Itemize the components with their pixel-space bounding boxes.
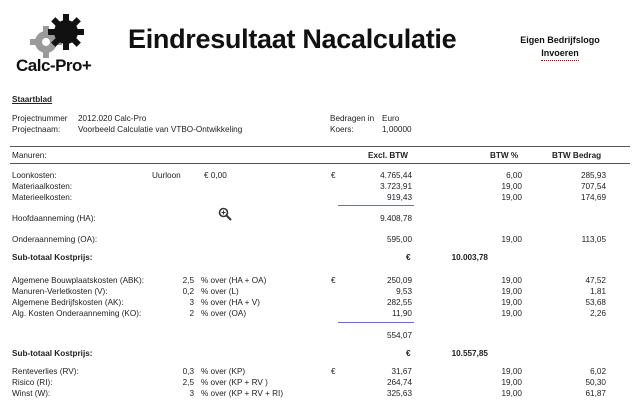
row-excl: 3.723,91 (380, 182, 412, 191)
row-amt: 707,54 (580, 182, 606, 191)
company-logo (14, 12, 98, 76)
row-excl: 554,07 (386, 331, 412, 340)
row-pct-value: 2 (189, 309, 194, 318)
col-btw-pct: BTW % (490, 151, 519, 160)
row-label: Onderaanneming (OA): (12, 235, 98, 244)
row-label: Hoofdaanneming (HA): (12, 214, 96, 223)
project-name-value: Voorbeeld Calculatie van VTBO-Ontwikkeling (78, 125, 243, 134)
row-excl: 264,74 (386, 378, 412, 387)
amounts-label: Bedragen in (330, 114, 375, 123)
gear-logo-icon (14, 12, 98, 62)
row-excl: 282,55 (386, 298, 412, 307)
row-currency: € (331, 171, 336, 180)
row-basis: % over (L) (201, 287, 239, 296)
row-pct: 19,00 (501, 367, 522, 376)
row-label: Loonkosten: (12, 171, 57, 180)
row-pct: 19,00 (501, 193, 522, 202)
sum-line (338, 322, 414, 323)
row-excl: 919,43 (386, 193, 412, 202)
divider (10, 146, 630, 147)
row-amt: 61,87 (585, 389, 606, 398)
project-number-label: Projectnummer (12, 114, 68, 123)
row-label: Algemene Bouwplaatskosten (ABK): (12, 276, 144, 285)
row-basis: % over (HA + V) (201, 298, 260, 307)
row-pct-value: 3 (189, 298, 194, 307)
amounts-value: Euro (382, 114, 400, 123)
row-basis: % over (KP + RV ) (201, 378, 268, 387)
row-basis: % over (KP + RV + RI) (201, 389, 284, 398)
row-pct: 19,00 (501, 182, 522, 191)
row-excl: 325,63 (386, 389, 412, 398)
section-title: Staartblad (12, 95, 53, 104)
row-extra: Uurloon (152, 171, 181, 180)
custom-logo-placeholder[interactable] (514, 34, 606, 61)
row-pct-value: 3 (189, 389, 194, 398)
row-pct: 19,00 (501, 287, 522, 296)
row-label: Alg. Kosten Onderaanneming (KO): (12, 309, 142, 318)
row-pct: 19,00 (501, 276, 522, 285)
logo-text: Calc-Pro+ (16, 56, 92, 75)
subtotal-label: Sub-totaal Kostprijs: (12, 349, 93, 358)
row-pct-value: 0,2 (182, 287, 194, 296)
row-excl: 250,09 (386, 276, 412, 285)
row-amt: 50,30 (585, 378, 606, 387)
row-amt: 53,68 (585, 298, 606, 307)
row-excl: 11,90 (392, 309, 412, 318)
project-name-label: Projectnaam: (12, 125, 61, 134)
row-amt: 1,81 (590, 287, 606, 296)
zoom-icon[interactable] (218, 207, 232, 221)
row-label: Risico (RI): (12, 378, 53, 387)
subtotal-value: 10.557,85 (451, 349, 488, 358)
row-label: Winst (W): (12, 389, 51, 398)
row-excl: 4.765,44 (380, 171, 412, 180)
row-amt: 47,52 (585, 276, 606, 285)
row-excl: 595,00 (386, 235, 412, 244)
row-amt: 174,69 (580, 193, 606, 202)
row-label: Materieelkosten: (12, 193, 73, 202)
row-label: Materiaalkosten: (12, 182, 73, 191)
col-btw-amount: BTW Bedrag (552, 151, 602, 160)
row-pct: 19,00 (501, 389, 522, 398)
custom-logo-line2: Invoeren (541, 47, 579, 61)
row-amt: 2,26 (590, 309, 606, 318)
row-label: Manuren-Verletkosten (V): (12, 287, 108, 296)
page-title: Eindresultaat Nacalculatie (128, 24, 457, 54)
row-label: Renteverlies (RV): (12, 367, 79, 376)
divider (10, 163, 630, 164)
row-currency: € (331, 276, 336, 285)
subtotal-value: 10.003,78 (451, 253, 488, 262)
project-number-value: 2012.020 Calc-Pro (78, 114, 147, 123)
row-excl: 31,67 (391, 367, 412, 376)
row-basis: % over (KP) (201, 367, 246, 376)
row-pct: 6,00 (506, 171, 522, 180)
row-pct: 19,00 (501, 298, 522, 307)
row-excl: 9,53 (396, 287, 412, 296)
row-basis: % over (OA) (201, 309, 247, 318)
subtotal-currency: € (406, 253, 411, 262)
col-manuren: Manuren: (12, 151, 47, 160)
row-amt: 113,05 (581, 235, 606, 244)
row-label: Algemene Bedrijfskosten (AK): (12, 298, 124, 307)
row-pct-value: 0,3 (182, 367, 194, 376)
row-basis: % over (HA + OA) (201, 276, 267, 285)
rate-label: Koers: (330, 125, 354, 134)
rate-value: 1,00000 (382, 125, 412, 134)
row-amt: 6,02 (590, 367, 606, 376)
subtotal-currency: € (406, 349, 411, 358)
row-pct: 19,00 (501, 378, 522, 387)
row-pct-value: 2,5 (182, 378, 194, 387)
row-currency: € (331, 367, 336, 376)
row-pct: 19,00 (501, 235, 522, 244)
col-excl-btw: Excl. BTW (368, 151, 409, 160)
subtotal-label: Sub-totaal Kostprijs: (12, 253, 93, 262)
row-pct-value: 2,5 (182, 276, 194, 285)
row-pct: 19,00 (501, 309, 522, 318)
row-extra2: € 0,00 (204, 171, 227, 180)
sum-line (338, 205, 414, 206)
row-amt: 285,93 (580, 171, 606, 180)
row-excl: 9.408,78 (380, 214, 412, 223)
custom-logo-line1: Eigen Bedrijfslogo (520, 35, 600, 45)
